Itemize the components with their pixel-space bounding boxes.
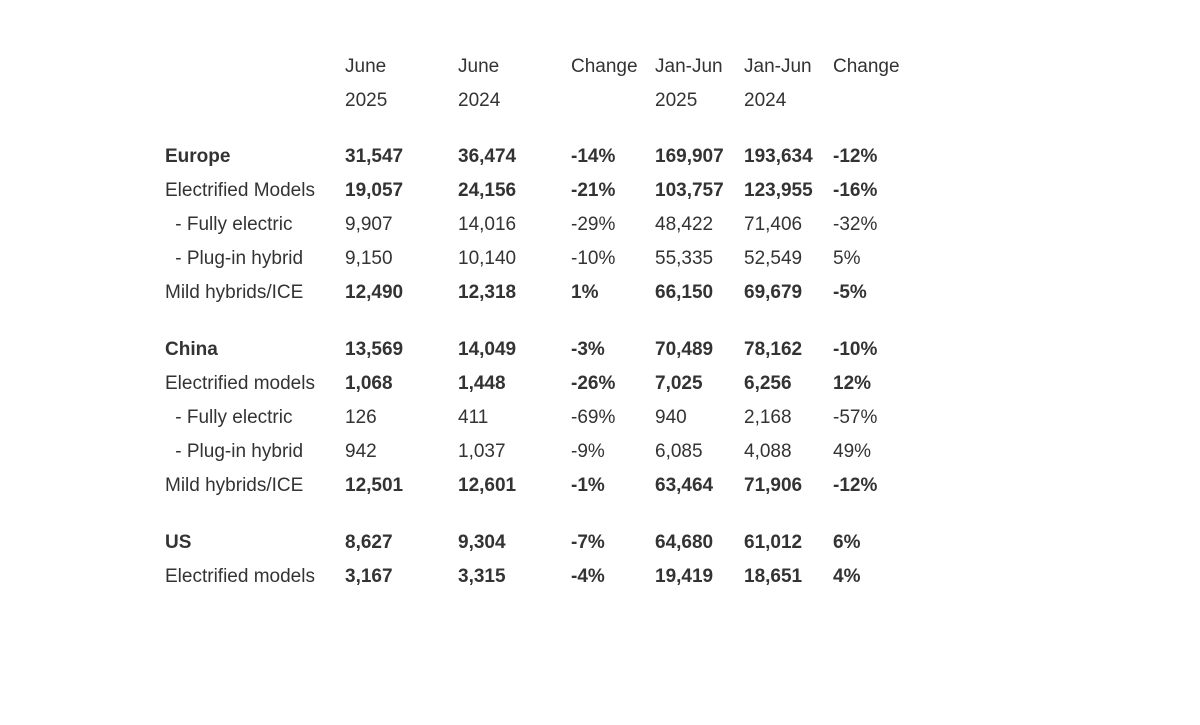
cell-value: 12,318	[458, 282, 517, 303]
cell-value: -29%	[571, 214, 616, 235]
cell-value: -4%	[571, 566, 605, 587]
cell-value: -57%	[833, 407, 878, 428]
table-row	[165, 560, 1090, 594]
cell-value: 1,068	[345, 373, 393, 394]
column-header-change-ytd	[833, 50, 918, 118]
column-header-june-2025	[345, 50, 458, 118]
row-label: Europe	[165, 146, 231, 167]
cell-value: 6,085	[655, 441, 703, 462]
table-section-us	[165, 526, 1090, 594]
cell-value: -21%	[571, 180, 616, 201]
table-row	[165, 469, 1090, 503]
cell-value: 193,634	[744, 146, 813, 167]
cell-value: 6,256	[744, 373, 792, 394]
table-header	[165, 50, 1090, 118]
cell-value: 5%	[833, 248, 861, 269]
cell-value: 12,490	[345, 282, 404, 303]
table-row	[165, 140, 1090, 174]
cell-value: 9,150	[345, 248, 393, 269]
header-line1: Jan-Jun	[744, 56, 812, 77]
table-section-europe	[165, 140, 1090, 310]
cell-value: -12%	[833, 146, 878, 167]
cell-value: 169,907	[655, 146, 724, 167]
cell-value: 6%	[833, 532, 861, 553]
table-row	[165, 276, 1090, 310]
cell-value: -3%	[571, 339, 605, 360]
cell-value: -10%	[571, 248, 616, 269]
cell-value: 1,037	[458, 441, 506, 462]
table-row	[165, 526, 1090, 560]
cell-value: -9%	[571, 441, 605, 462]
column-header-june-2024	[458, 50, 571, 118]
cell-value: 18,651	[744, 566, 803, 587]
cell-value: 71,406	[744, 214, 803, 235]
cell-value: 942	[345, 441, 377, 462]
cell-value: 4,088	[744, 441, 792, 462]
cell-value: 66,150	[655, 282, 714, 303]
cell-value: 10,140	[458, 248, 517, 269]
cell-value: 411	[458, 407, 489, 428]
header-line2: Change	[833, 56, 900, 77]
cell-value: -7%	[571, 532, 605, 553]
header-line2: 2025	[345, 90, 388, 111]
cell-value: 52,549	[744, 248, 803, 269]
cell-value: 36,474	[458, 146, 517, 167]
column-header-janjun-2024	[744, 50, 833, 118]
table-row	[165, 367, 1090, 401]
table-row	[165, 174, 1090, 208]
table-row	[165, 435, 1090, 469]
cell-value: 1,448	[458, 373, 506, 394]
table-row	[165, 208, 1090, 242]
cell-value: 2,168	[744, 407, 792, 428]
row-label: - Plug-in hybrid	[170, 441, 304, 462]
cell-value: -10%	[833, 339, 878, 360]
table-row	[165, 401, 1090, 435]
row-label: Mild hybrids/ICE	[165, 475, 304, 496]
header-line1: June	[458, 56, 500, 77]
row-label: US	[165, 532, 192, 553]
cell-value: 14,049	[458, 339, 517, 360]
cell-value: 9,907	[345, 214, 393, 235]
cell-value: 19,419	[655, 566, 714, 587]
cell-value: 8,627	[345, 532, 393, 553]
cell-value: 19,057	[345, 180, 404, 201]
sales-table	[165, 50, 1090, 594]
row-label: China	[165, 339, 218, 360]
column-header-change-month	[571, 50, 655, 118]
table-row	[165, 333, 1090, 367]
cell-value: 3,167	[345, 566, 393, 587]
header-line2: 2024	[458, 90, 501, 111]
cell-value: -26%	[571, 373, 616, 394]
header-label-spacer	[165, 50, 345, 118]
cell-value: 7,025	[655, 373, 703, 394]
cell-value: -5%	[833, 282, 867, 303]
cell-value: -1%	[571, 475, 605, 496]
cell-value: -32%	[833, 214, 878, 235]
header-line2: Change	[571, 56, 638, 77]
cell-value: 70,489	[655, 339, 714, 360]
cell-value: 1%	[571, 282, 599, 303]
cell-value: 64,680	[655, 532, 714, 553]
cell-value: 24,156	[458, 180, 517, 201]
table-row	[165, 242, 1090, 276]
row-label: - Fully electric	[170, 407, 293, 428]
table-body	[165, 140, 1090, 594]
cell-value: 63,464	[655, 475, 714, 496]
row-label: Electrified models	[165, 373, 315, 394]
cell-value: 12%	[833, 373, 872, 394]
cell-value: 12,601	[458, 475, 517, 496]
cell-value: 49%	[833, 441, 872, 462]
cell-value: -69%	[571, 407, 616, 428]
row-label: - Plug-in hybrid	[170, 248, 304, 269]
header-line1: Jan-Jun	[655, 56, 723, 77]
cell-value: 14,016	[458, 214, 517, 235]
cell-value: 55,335	[655, 248, 714, 269]
cell-value: 13,569	[345, 339, 404, 360]
table-section-china	[165, 333, 1090, 503]
cell-value: 126	[345, 407, 377, 428]
column-header-janjun-2025	[655, 50, 744, 118]
cell-value: -14%	[571, 146, 616, 167]
cell-value: 61,012	[744, 532, 803, 553]
cell-value: -12%	[833, 475, 878, 496]
header-line1: June	[345, 56, 387, 77]
cell-value: 4%	[833, 566, 861, 587]
row-label: Electrified models	[165, 566, 315, 587]
cell-value: 69,679	[744, 282, 803, 303]
cell-value: 123,955	[744, 180, 813, 201]
row-label: Mild hybrids/ICE	[165, 282, 304, 303]
cell-value: 12,501	[345, 475, 404, 496]
cell-value: 940	[655, 407, 687, 428]
header-line2: 2024	[744, 90, 787, 111]
row-label: Electrified Models	[165, 180, 315, 201]
cell-value: 71,906	[744, 475, 803, 496]
cell-value: 103,757	[655, 180, 724, 201]
cell-value: 48,422	[655, 214, 714, 235]
cell-value: -16%	[833, 180, 878, 201]
cell-value: 9,304	[458, 532, 506, 553]
cell-value: 31,547	[345, 146, 404, 167]
cell-value: 3,315	[458, 566, 506, 587]
row-label: - Fully electric	[170, 214, 293, 235]
header-line2: 2025	[655, 90, 698, 111]
cell-value: 78,162	[744, 339, 803, 360]
